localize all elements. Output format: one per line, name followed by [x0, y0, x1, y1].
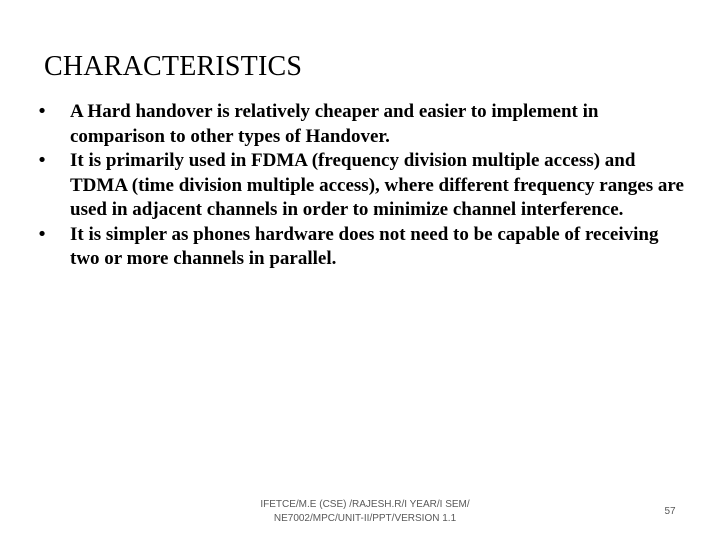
bullet-text: It is primarily used in FDMA (frequency division multiple access) and TDMA (time division multiple access), where different frequency ranges are used in adjacent channels in order to minimize channel interference. [70, 150, 684, 220]
bullet-item [32, 100, 692, 149]
bullet-text: It is simpler as phones hardware does not need to be capable of receiving two or more channels in parallel. [70, 223, 659, 269]
bullet-icon: • [36, 223, 48, 245]
bullet-item [32, 149, 692, 223]
footer-line-2: NE7002/MPC/UNIT-II/PPT/VERSION 1.1 [273, 513, 457, 524]
footer-line-1: IFETCE/M.E (CSE) /RAJESH.R/I YEAR/I SEM/ [260, 499, 470, 510]
bullet-list [32, 100, 692, 272]
footer-text [210, 498, 520, 526]
bullet-icon: • [36, 150, 48, 171]
bullet-icon: • [36, 101, 48, 122]
bullet-text: A Hard handover is relatively cheaper and easier to implement in comparison to other types of Handover. [70, 101, 599, 147]
slide-title: CHARACTERISTICS [44, 51, 303, 82]
bullet-item [32, 223, 692, 272]
page-number: 57 [664, 506, 676, 517]
